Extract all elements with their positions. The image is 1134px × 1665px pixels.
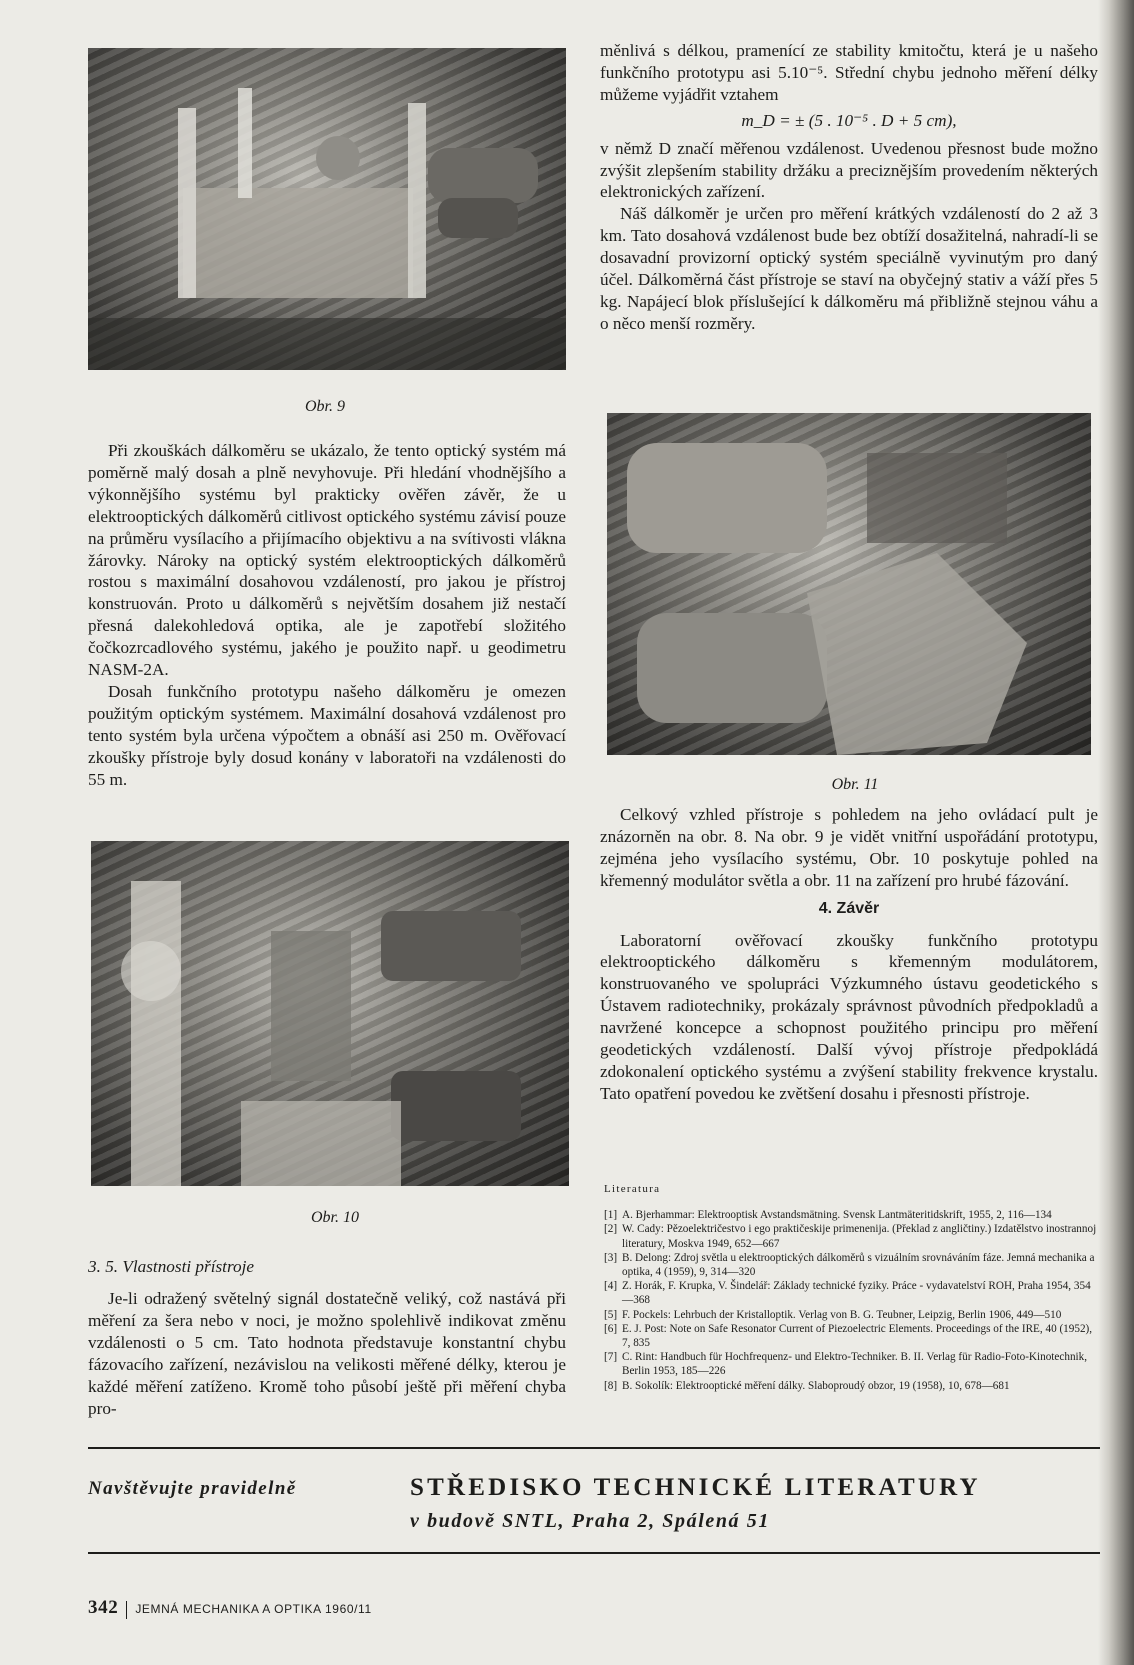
reference-item: [7] C. Rint: Handbuch für Hochfrequenz- und Elektro-Techniker. B. II. Verlag für Radio-Foto-Kinotechnik, Berlin 1953, 185—226 [604, 1351, 1088, 1378]
reference-item: [2] W. Cady: Pězoelektričestvo i ego praktičeskije primenenija. (Překlad z angličtiny.) Izdatělstvo inostrannoj literatury, Moskva 1949, 652—667 [604, 1223, 1097, 1250]
section-4-heading: 4. Závěr [818, 899, 880, 917]
banner-visit-text: Navštěvujte pravidelně [88, 1478, 297, 1499]
journal-name: JEMNÁ MECHANIKA A OPTIKA 1960/11 [135, 1602, 372, 1616]
figure-11-photo [607, 413, 1091, 755]
left-paragraph-1: Při zkouškách dálkoměru se ukázalo, že tento optický systém má poměrně malý dosah a plně nevyhovuje. Při hledání vhodnějšího a výkonnějšího systému byl prakticky ověřen závěr, že u elektrooptických dálkoměrů citlivost optického systému závisí pouze na průměru vysílacího a přijímacího objektivu a na svítivosti vlákna žárovky. Nároky na optický systém elektrooptických dálkoměrů rostou s maximální dosahovou vzdáleností, pro jakou je přístroj konstruován. Proto u dálkoměrů s největším dosahem již nestačí přesná dalekohledová optika, ale je zapotřebí složitého čočkozrcadlového systému, jakého je použito např. u geodimetru NASM-2A. [88, 441, 566, 680]
section-3-5-heading: 3. 5. Vlastnosti přístroje [88, 1257, 254, 1276]
banner-title: STŘEDISKO TECHNICKÉ LITERATURY [410, 1474, 981, 1501]
reference-item: [5] F. Pockels: Lehrbuch der Kristalloptik. Verlag von B. G. Teubner, Leipzig, Berlin 1906, 449—510 [604, 1308, 1062, 1321]
right-paragraph-2: v němž D značí měřenou vzdálenost. Uvedenou přesnost bude možno zvýšit zlepšením stability držáku a preciznějším provedením některých elektronických zařízení. [600, 138, 1098, 202]
left-paragraph-3: Je-li odražený světelný signál dostatečně veliký, což nastává při měření za šera nebo v noci, je možno spolehlivě indikovat změnu vzdálenosti o 5 cm. Tato hodnota představuje konstantní chybu fázovacího zařízení, nezávislou na velikosti měřené délky, kterou je každé měření zatíženo. Kromě toho působí ještě při měření chyba pro- [88, 1289, 566, 1418]
banner-address: v budově SNTL, Praha 2, Spálená 51 [410, 1510, 770, 1532]
footer-separator [126, 1601, 127, 1619]
left-paragraph-2: Dosah funkčního prototypu našeho dálkoměru je omezen použitým optickým systémem. Maximální dosahová vzdálenost pro tento systém byla určena výpočtem a obnáší asi 250 m. Ověřovací zkoušky přístroje byly dosud konány v laboratoři na vzdálenosti do 55 m. [88, 681, 566, 789]
references-list [604, 1182, 1100, 1393]
right-column-lower [600, 804, 1098, 1105]
right-paragraph-3: Náš dálkoměr je určen pro měření krátkých vzdáleností do 2 až 3 km. Tato dosahová vzdálenost bude bez obtíží dosažitelná, nahradí-li se dosavadní provizorní optický systém speciálně vyvinutým pro daný účel. Dálkoměrná část přístroje se staví na obyčejný stativ a váží přes 5 kg. Napájecí blok příslušející k dálkoměru má přibližně stejnou váhu a o něco menší rozměry. [600, 204, 1098, 333]
right-column-upper [600, 40, 1098, 335]
figure-9-caption: Obr. 9 [304, 398, 345, 415]
figure-10-caption: Obr. 10 [310, 1209, 359, 1226]
page-footer [88, 1597, 372, 1619]
banner-bottom-rule [88, 1552, 1100, 1554]
reference-item: [8] B. Sokolík: Elektrooptické měření dálky. Slaboproudý obzor, 19 (1958), 10, 678—681 [604, 1379, 1010, 1392]
figure-10-photo [91, 841, 569, 1186]
reference-item: [4] Z. Horák, F. Krupka, V. Šindelář: Základy technické fyziky. Práce - vydavatelství ROH, Praha 1954, 354—368 [604, 1280, 1091, 1307]
right-paragraph-4: Celkový vzhled přístroje s pohledem na jeho ovládací pult je znázorněn na obr. 8. Na obr. 9 je vidět vnitřní uspořádání prototypu, zejména jeho vysílacího systému, Obr. 10 poskytuje pohled na křemenný modulátor světla a obr. 11 na zařízení pro hrubé fázování. [600, 805, 1098, 890]
reference-item: [3] B. Delong: Zdroj světla u elektrooptických dálkoměrů s vizuálním srovnáváním fáze. Jemná mechanika a optika, 4 (1959), 9, 314—320 [604, 1251, 1095, 1279]
figure-9-photo [88, 48, 566, 370]
right-paragraph-5: Laboratorní ověřovací zkoušky funkčního prototypu elektrooptického dálkoměru s křemenným modulátorem, konstruovaného ve spolupráci Výzkumného ústavu geodetického s Ústavem radiotechniky, prokázaly správnost původních předpokladů a navržené koncepce a schopnost použitého principu pro měření geodetických vzdáleností. Další vývoj přístroje předpokládá zdokonalení optického systému a zvýšení stability frekvence krystalu. Tato opatření povedou ke zvětšení dosahu i přesnosti přístroje. [600, 930, 1098, 1103]
error-equation: m_D = ± (5 . 10⁻⁵ . D + 5 cm), [741, 110, 957, 130]
page-edge [1098, 0, 1134, 1665]
references-title: Literatura [604, 1183, 661, 1195]
reference-item: [6] E. J. Post: Note on Safe Resonator Current of Piezoelectric Elements. Proceedings of the IRE, 40 (1952), 7, 835 [604, 1322, 1093, 1350]
banner-top-rule [88, 1447, 1100, 1449]
left-column-upper [88, 440, 566, 791]
reference-item: [1] A. Bjerhammar: Elektrooptisk Avstandsmätning. Svensk Lantmäteritidskrift, 1955, 2, 116—134 [604, 1209, 1052, 1222]
page-number: 342 [88, 1597, 119, 1618]
left-column-lower [88, 1288, 566, 1419]
right-paragraph-1: měnlivá s délkou, pramenící ze stability kmitočtu, která je u našeho funkčního prototypu asi 5.10⁻⁵. Střední chybu jednoho měření délky můžeme vyjádřit vztahem [600, 41, 1098, 104]
figure-11-caption: Obr. 11 [831, 776, 879, 793]
